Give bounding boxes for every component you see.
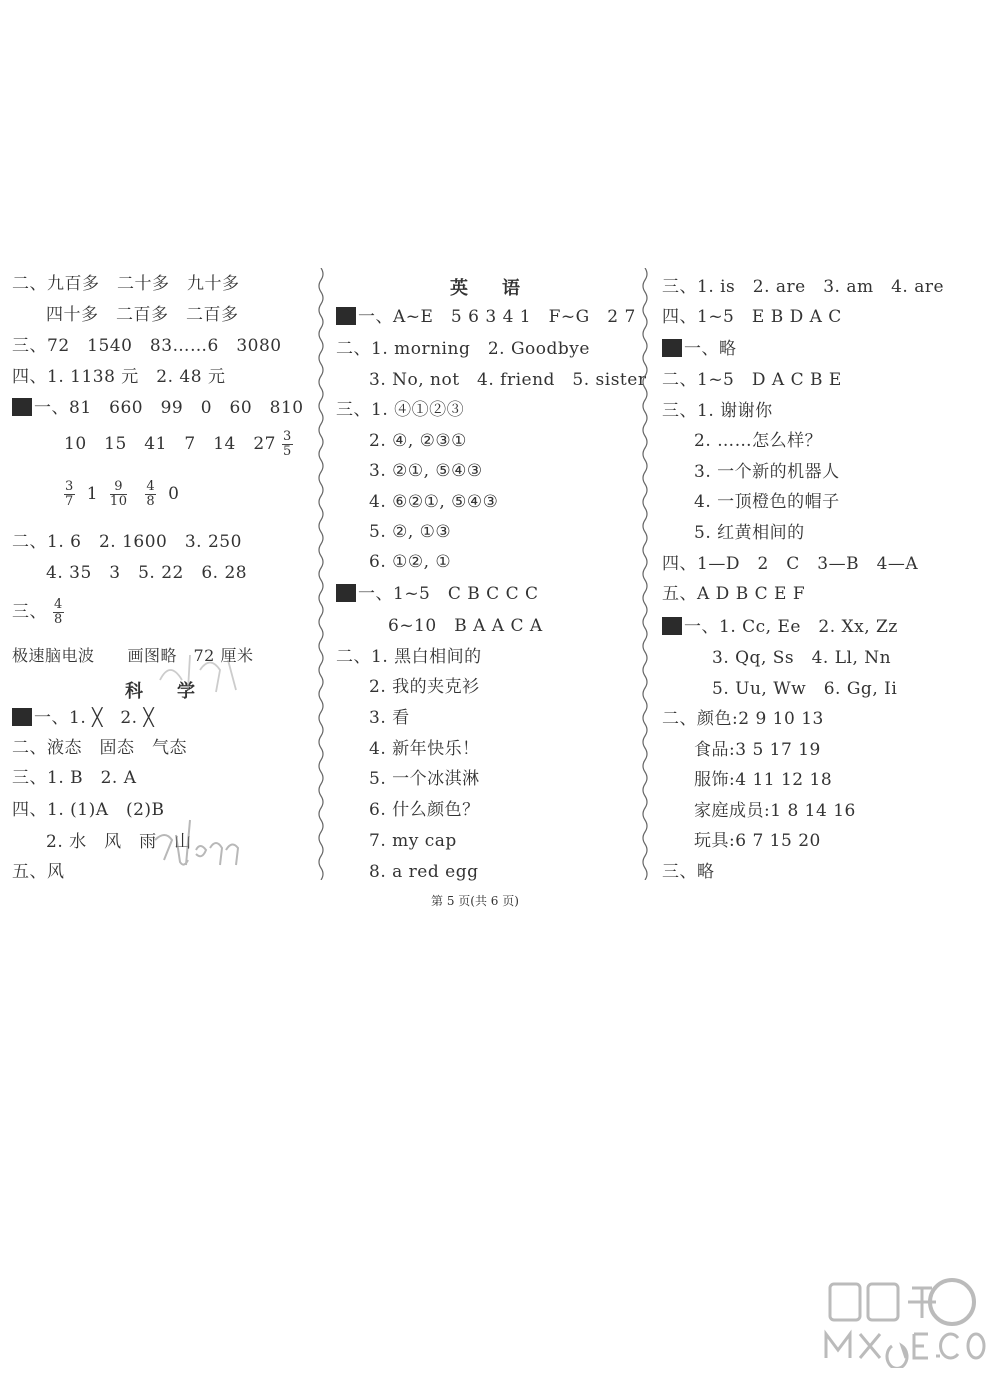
right-line-6: 2. ……怎么样？ xyxy=(694,431,823,451)
english-line-11: 6~10 B A A C A xyxy=(388,616,543,636)
section-mark-icon xyxy=(12,708,32,726)
science-line-3: 三、1. B 2. A xyxy=(12,768,137,788)
fraction: $\frac{4}{8}$ xyxy=(146,479,156,509)
english-line-9: 6. ①②, ① xyxy=(369,552,452,572)
math-line-9: 4. 35 3 5. 22 6. 28 xyxy=(46,563,248,583)
math-line-2: 四十多 二百多 二百多 xyxy=(46,305,239,325)
column-divider-wavy xyxy=(316,268,326,880)
science-line-2: 二、液态 固态 气态 xyxy=(12,738,187,758)
fraction: $\frac{3}{7}$ xyxy=(65,479,74,509)
fraction: $\frac{3}{5}$ xyxy=(282,429,292,459)
right-line-4: 二、1~5 D A C B E xyxy=(662,370,842,390)
right-line-15: 二、颜色:2 9 10 13 xyxy=(662,709,824,729)
english-line-1: 一、A~E 5 6 3 4 1 F~G 2 7 xyxy=(336,306,636,328)
right-line-18: 家庭成员:1 8 14 16 xyxy=(694,801,856,821)
english-line-15: 4. 新年快乐！ xyxy=(369,739,480,759)
section-mark-icon xyxy=(12,398,32,416)
handwriting-watermark xyxy=(150,640,250,700)
section-mark-icon xyxy=(662,617,682,635)
right-line-13: 3. Qq, Ss 4. Ll, Nn xyxy=(712,648,892,668)
english-line-7: 4. ⑥②①, ⑤④③ xyxy=(369,492,499,512)
english-line-16: 5. 一个冰淇淋 xyxy=(369,769,480,789)
right-line-14: 5. Uu, Ww 6. Gg, Ii xyxy=(712,679,898,699)
section-mark-icon xyxy=(336,584,356,602)
english-line-4: 三、1. ④①②③ xyxy=(336,400,465,420)
english-line-14: 3. 看 xyxy=(369,708,410,728)
fraction: $\frac{4}{8}$ xyxy=(54,597,63,627)
right-line-3: 一、略 xyxy=(662,338,737,360)
math-line-6: 10 15 41 7 14 27 $\frac{3}{5}$ xyxy=(64,429,292,459)
column-divider-wavy xyxy=(640,268,650,880)
right-line-10: 四、1—D 2 C 3—B 4—A xyxy=(662,554,919,574)
science-line-4: 四、1. (1)A (2)B xyxy=(12,800,165,820)
right-line-9: 5. 红黄相间的 xyxy=(694,523,805,543)
science-line-5: 2. 水 风 雨 山 xyxy=(46,832,192,852)
english-line-5: 2. ④, ②③① xyxy=(369,431,467,451)
right-line-20: 三、略 xyxy=(662,862,715,882)
handwriting-watermark xyxy=(150,810,245,870)
right-line-7: 3. 一个新的机器人 xyxy=(694,462,840,482)
math-line-1: 二、九百多 二十多 九十多 xyxy=(12,274,240,294)
fraction: $\frac{9}{10}$ xyxy=(109,479,128,509)
right-line-1: 三、1. is 2. are 3. am 4. are xyxy=(662,277,945,297)
math-line-10: 三、 $\frac{4}{8}$ xyxy=(12,597,63,627)
english-line-3: 3. No, not 4. friend 5. sister xyxy=(369,370,647,390)
math-line-11: 极速脑电波 画图略 72 厘米 xyxy=(12,646,254,665)
math-line-5: 一、81 660 99 0 60 810 xyxy=(12,397,304,419)
math-line-8: 二、1. 6 2. 1600 3. 250 xyxy=(12,532,242,552)
math-line-7: $\frac{3}{7}$ 1 $\frac{9}{10}$ $\frac{4}{8}$ 0 xyxy=(65,479,180,509)
english-line-6: 3. ②①, ⑤④③ xyxy=(369,461,483,481)
right-line-16: 食品:3 5 17 19 xyxy=(694,740,821,760)
section-mark-icon xyxy=(336,307,356,325)
english-title: 英语 xyxy=(450,278,554,299)
science-line-6: 五、风 xyxy=(12,862,65,882)
english-line-2: 二、1. morning 2. Goodbye xyxy=(336,339,590,359)
right-line-5: 三、1. 谢谢你 xyxy=(662,401,773,421)
english-line-17: 6. 什么颜色？ xyxy=(369,800,480,820)
math-line-3: 三、72 1540 83……6 3080 xyxy=(12,336,282,356)
page-footer: 第 5 页(共 6 页) xyxy=(431,894,519,908)
right-line-8: 4. 一顶橙色的帽子 xyxy=(694,492,840,512)
science-line-1: 一、1. ╳ 2. ╳ xyxy=(12,707,154,729)
watermark-logo xyxy=(822,1278,992,1368)
right-line-19: 玩具:6 7 15 20 xyxy=(694,831,821,851)
english-line-18: 7. my cap xyxy=(369,831,457,851)
right-line-12: 一、1. Cc, Ee 2. Xx, Zz xyxy=(662,616,898,638)
english-line-13: 2. 我的夹克衫 xyxy=(369,677,480,697)
english-line-19: 8. a red egg xyxy=(369,862,479,882)
english-line-8: 5. ②, ①③ xyxy=(369,522,452,542)
section-mark-icon xyxy=(662,339,682,357)
math-line-4: 四、1. 1138 元 2. 48 元 xyxy=(12,367,226,387)
english-line-12: 二、1. 黑白相间的 xyxy=(336,647,482,667)
english-line-10: 一、1~5 C B C C C xyxy=(336,583,539,605)
right-line-11: 五、A D B C E F xyxy=(662,584,806,604)
science-title: 科学 xyxy=(125,681,229,702)
right-line-2: 四、1~5 E B D A C xyxy=(662,307,842,327)
right-line-17: 服饰:4 11 12 18 xyxy=(694,770,833,790)
